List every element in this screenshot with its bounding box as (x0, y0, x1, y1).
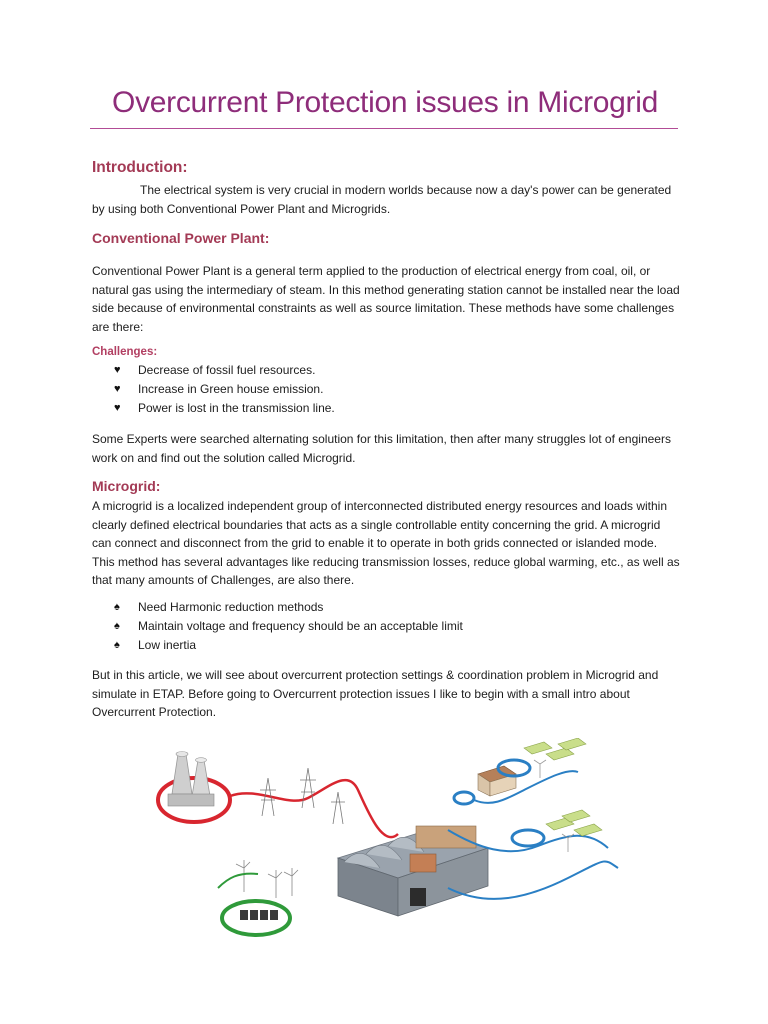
solar-fields (524, 738, 602, 836)
solar-panels (240, 910, 278, 920)
microgrid-illustration-icon (148, 738, 628, 938)
list-item (114, 617, 463, 636)
challenges-list (114, 361, 335, 418)
heart-bullet-icon: ♥ (114, 402, 121, 414)
brick-building (410, 854, 436, 872)
list-item-text: Maintain voltage and frequency should be an acceptable limit (138, 619, 463, 633)
list-item (114, 598, 463, 617)
plant-building (168, 794, 214, 806)
experts-paragraph: Some Experts were searched alternating solution for this limitation, then after many struggles lot of engineers work on and find out the solution called Microgrid. (92, 432, 671, 465)
microgrid-paragraph: A microgrid is a localized independent group of interconnected distributed energy resources and loads within clearly defined electrical boundaries that acts as a single controllable entity concerning the grid. A microgrid can connect and disconnect from the grid to enable it to operate in both grids connected or islanded mode. This method has several advantages like reducing transmission losses, reduce global warming, etc., as well as that many amounts of Challenges, are also there. (92, 499, 680, 587)
list-item-text: Need Harmonic reduction methods (138, 600, 324, 614)
red-line (230, 780, 398, 837)
spade-bullet-icon: ♠ (114, 601, 120, 613)
list-item-text: Power is lost in the transmission line. (138, 401, 335, 415)
microgrid-challenges-list (114, 598, 463, 655)
list-item (114, 361, 335, 380)
list-item (114, 399, 335, 418)
conventional-paragraph: Conventional Power Plant is a general term applied to the production of electrical energy from coal, oil, or natural gas using the intermediary of steam. In this method generating station cannot be installed near the load side because of environmental constraints as well as source limitation. These methods have some challenges are there: (92, 264, 680, 334)
small-turbines (534, 760, 574, 852)
spade-bullet-icon: ♠ (114, 620, 120, 632)
house (478, 766, 516, 796)
introduction-heading: Introduction: (92, 159, 188, 176)
conventional-heading: Conventional Power Plant: (92, 230, 270, 246)
list-item-text: Increase in Green house emission. (138, 382, 324, 396)
title-divider (90, 128, 678, 129)
heart-bullet-icon: ♥ (114, 383, 121, 395)
closing-paragraph: But in this article, we will see about overcurrent protection settings & coordination problem in Microgrid and simulate in ETAP. Before going to Overcurrent protection issues I like to begin with a small intro about Overcurrent Protection. (92, 668, 659, 719)
cooling-tower (192, 760, 210, 796)
heart-bullet-icon: ♥ (114, 364, 121, 376)
microgrid-heading: Microgrid: (92, 478, 161, 494)
spade-bullet-icon: ♠ (114, 639, 120, 651)
introduction-paragraph: The electrical system is very crucial in modern worlds because now a day's power can be generated by using both Conventional Power Plant and Microgrids. (92, 183, 672, 216)
page-title: Overcurrent Protection issues in Microgrid (112, 86, 658, 119)
challenges-heading: Challenges: (92, 346, 158, 358)
wind-turbines (236, 860, 298, 898)
list-item (114, 380, 335, 399)
cooling-tower (172, 754, 192, 794)
list-item-text: Decrease of fossil fuel resources. (138, 363, 316, 377)
list-item (114, 636, 463, 655)
list-item-text: Low inertia (138, 638, 197, 652)
